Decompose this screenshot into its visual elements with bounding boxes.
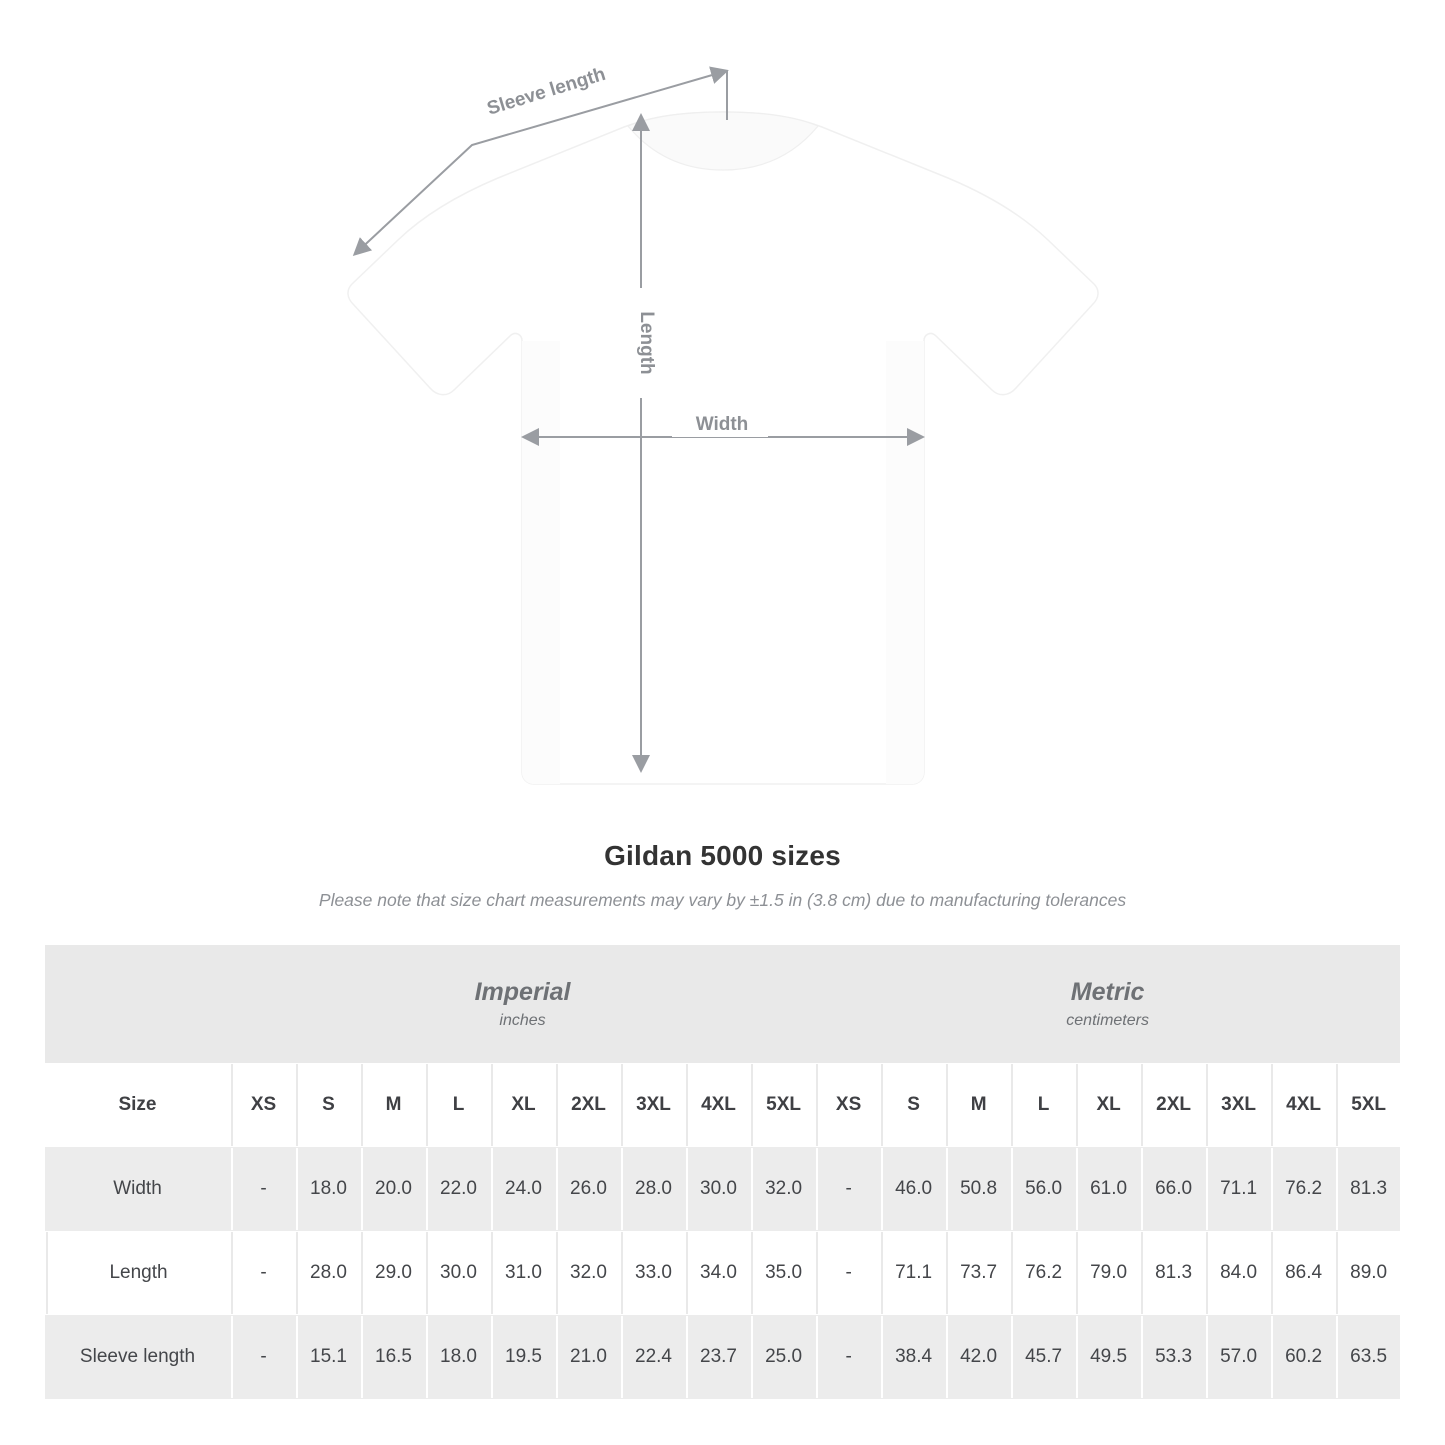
header-size-metric-5xl	[1335, 1063, 1400, 1147]
cell	[230, 1315, 295, 1399]
header-size-imperial-m	[360, 1063, 425, 1147]
table-row	[45, 1315, 1400, 1399]
cell	[425, 1315, 490, 1399]
cell-value: 22.0	[440, 1178, 477, 1199]
cell	[685, 1147, 750, 1231]
cell	[815, 1231, 880, 1315]
cell-value: 71.1	[895, 1262, 933, 1283]
cell	[230, 1147, 295, 1231]
cell-value: 29.0	[375, 1262, 412, 1283]
table-row	[45, 1147, 1400, 1231]
cell-value: 18.0	[310, 1178, 347, 1199]
cell	[1335, 1231, 1400, 1315]
header-size-imperial-3xl	[620, 1063, 685, 1147]
cell-value: 28.0	[310, 1262, 347, 1283]
header-size-metric-3xl	[1205, 1063, 1270, 1147]
cell-value: 46.0	[895, 1178, 933, 1199]
cell-value: -	[845, 1346, 852, 1367]
unit-system-imperial: Imperial	[474, 977, 571, 1006]
cell-value: 71.1	[1220, 1178, 1258, 1199]
cell-value: 56.0	[1025, 1178, 1063, 1199]
size-label: S	[907, 1094, 920, 1115]
unit-system-metric: Metric	[1070, 977, 1145, 1006]
cell-value: 35.0	[765, 1262, 803, 1283]
header-size-imperial-2xl	[555, 1063, 620, 1147]
cell	[295, 1147, 360, 1231]
cell	[815, 1315, 880, 1399]
cell	[295, 1315, 360, 1399]
cell	[490, 1315, 555, 1399]
size-label: 4XL	[701, 1094, 736, 1115]
cell	[490, 1231, 555, 1315]
cell	[945, 1231, 1010, 1315]
cell	[1205, 1231, 1270, 1315]
cell	[230, 1231, 295, 1315]
header-size-metric-4xl	[1270, 1063, 1335, 1147]
cell-value: -	[260, 1346, 267, 1367]
cell	[1270, 1231, 1335, 1315]
cell	[620, 1147, 685, 1231]
cell-value: 81.3	[1350, 1178, 1388, 1199]
size-label: XL	[1096, 1094, 1121, 1115]
cell-value: 19.5	[505, 1346, 542, 1367]
header-size-metric-xs	[815, 1063, 880, 1147]
size-label: 5XL	[766, 1094, 801, 1115]
cell-value: 31.0	[505, 1262, 542, 1283]
cell	[1140, 1231, 1205, 1315]
cell-value: 22.4	[635, 1346, 672, 1367]
cell	[1075, 1147, 1140, 1231]
cell-value: 33.0	[635, 1262, 672, 1283]
size-label: S	[322, 1094, 335, 1115]
size-label: 2XL	[1156, 1094, 1192, 1115]
cell	[1335, 1315, 1400, 1399]
cell-value: 38.4	[895, 1346, 933, 1367]
title-block	[0, 840, 1445, 911]
header-size-imperial-5xl	[750, 1063, 815, 1147]
cell-value: 21.0	[570, 1346, 607, 1367]
cell	[1075, 1231, 1140, 1315]
cell-value: 42.0	[960, 1346, 998, 1367]
cell	[1205, 1147, 1270, 1231]
size-label: L	[452, 1094, 465, 1115]
cell	[1335, 1147, 1400, 1231]
cell	[945, 1147, 1010, 1231]
header-size-metric-xl	[1075, 1063, 1140, 1147]
table-row	[45, 1231, 1400, 1315]
cell-value: 23.7	[700, 1346, 737, 1367]
size-table-container	[45, 945, 1400, 1399]
cell-value: 26.0	[570, 1178, 607, 1199]
sleeve-length-label: Sleeve length	[484, 63, 609, 120]
unit-name-imperial: inches	[499, 1012, 546, 1030]
size-label: 2XL	[571, 1094, 606, 1115]
cell-value: -	[845, 1262, 852, 1283]
unit-name-metric: centimeters	[1066, 1012, 1149, 1030]
cell-value: 86.4	[1285, 1262, 1323, 1283]
header-size-label: Size	[118, 1094, 157, 1115]
cell-value: 16.5	[375, 1346, 412, 1367]
header-size-imperial-l	[425, 1063, 490, 1147]
unit-header-metric	[815, 945, 1400, 1063]
cell	[490, 1147, 555, 1231]
unit-header-imperial	[230, 945, 815, 1063]
cell	[555, 1231, 620, 1315]
header-size-imperial-4xl	[685, 1063, 750, 1147]
cell	[1010, 1315, 1075, 1399]
header-size-imperial-s	[295, 1063, 360, 1147]
cell	[1205, 1315, 1270, 1399]
cell	[685, 1315, 750, 1399]
cell	[425, 1147, 490, 1231]
cell	[555, 1147, 620, 1231]
size-label: 4XL	[1286, 1094, 1322, 1115]
size-label: XS	[835, 1094, 862, 1115]
cell-value: 28.0	[635, 1178, 672, 1199]
cell	[1010, 1231, 1075, 1315]
cell	[750, 1231, 815, 1315]
header-size-imperial-xs	[230, 1063, 295, 1147]
header-size-imperial-xl	[490, 1063, 555, 1147]
cell-value: 61.0	[1090, 1178, 1128, 1199]
cell	[295, 1231, 360, 1315]
size-table	[45, 945, 1400, 1399]
cell-value: 32.0	[570, 1262, 607, 1283]
width-label: Width	[695, 414, 749, 435]
length-label: Length	[636, 311, 657, 375]
cell-value: 15.1	[310, 1346, 347, 1367]
cell-value: 89.0	[1350, 1262, 1388, 1283]
cell-value: 20.0	[375, 1178, 412, 1199]
cell-value: 24.0	[505, 1178, 542, 1199]
cell	[750, 1315, 815, 1399]
cell	[880, 1231, 945, 1315]
cell-value: 34.0	[700, 1262, 737, 1283]
cell	[880, 1315, 945, 1399]
cell	[1010, 1147, 1075, 1231]
size-label: L	[1037, 1094, 1050, 1115]
cell-value: 76.2	[1285, 1178, 1323, 1199]
cell-value: 84.0	[1220, 1262, 1258, 1283]
cell-value: 76.2	[1025, 1262, 1063, 1283]
cell	[1140, 1315, 1205, 1399]
cell-value: 79.0	[1090, 1262, 1128, 1283]
cell-value: 50.8	[960, 1178, 998, 1199]
size-label: M	[385, 1094, 402, 1115]
size-label: XL	[511, 1094, 536, 1115]
cell	[425, 1231, 490, 1315]
header-size	[45, 1063, 230, 1147]
row-label-width	[45, 1147, 230, 1231]
header-size-metric-l	[1010, 1063, 1075, 1147]
header-size-metric-2xl	[1140, 1063, 1205, 1147]
header-size-metric-m	[945, 1063, 1010, 1147]
cell-value: 25.0	[765, 1346, 803, 1367]
page-title: Gildan 5000 sizes	[604, 840, 841, 871]
cell-value: 66.0	[1155, 1178, 1193, 1199]
cell	[945, 1315, 1010, 1399]
cell	[685, 1231, 750, 1315]
cell	[620, 1315, 685, 1399]
table-unit-header-row	[45, 945, 1400, 1063]
table-size-header-row	[45, 1063, 1400, 1147]
header-size-metric-s	[880, 1063, 945, 1147]
cell	[750, 1147, 815, 1231]
cell	[880, 1147, 945, 1231]
cell-value: 63.5	[1350, 1346, 1388, 1367]
cell-value: 18.0	[440, 1346, 477, 1367]
cell-value: -	[260, 1262, 267, 1283]
cell	[815, 1147, 880, 1231]
cell-value: 53.3	[1155, 1346, 1193, 1367]
cell	[1140, 1147, 1205, 1231]
cell	[555, 1315, 620, 1399]
cell	[360, 1315, 425, 1399]
cell-value: 57.0	[1220, 1346, 1258, 1367]
row-label: Width	[113, 1178, 162, 1199]
size-label: XS	[250, 1094, 277, 1115]
cell-value: -	[260, 1178, 267, 1199]
size-label: 3XL	[1221, 1094, 1257, 1115]
size-label: 5XL	[1351, 1094, 1387, 1115]
cell-value: 49.5	[1090, 1346, 1128, 1367]
row-label: Sleeve length	[79, 1346, 196, 1367]
size-label: 3XL	[636, 1094, 671, 1115]
cell-value: 32.0	[765, 1178, 803, 1199]
tolerance-note: Please note that size chart measurements may vary by ±1.5 in (3.8 cm) due to manufacturing tolerances	[318, 890, 1127, 910]
cell	[1075, 1315, 1140, 1399]
cell-value: 73.7	[960, 1262, 998, 1283]
cell-value: -	[845, 1178, 852, 1199]
row-label-sleeve-length	[45, 1315, 230, 1399]
cell-value: 45.7	[1025, 1346, 1063, 1367]
size-label: M	[970, 1094, 987, 1115]
cell	[1270, 1147, 1335, 1231]
cell	[360, 1231, 425, 1315]
row-label-length	[45, 1231, 230, 1315]
cell-value: 60.2	[1285, 1346, 1323, 1367]
cell	[1270, 1315, 1335, 1399]
cell	[620, 1231, 685, 1315]
tshirt-shape	[348, 112, 1098, 784]
row-label: Length	[109, 1262, 168, 1283]
cell-value: 81.3	[1155, 1262, 1193, 1283]
cell	[360, 1147, 425, 1231]
cell-value: 30.0	[700, 1178, 737, 1199]
cell-value: 30.0	[440, 1262, 477, 1283]
unit-header-spacer	[45, 945, 230, 1063]
